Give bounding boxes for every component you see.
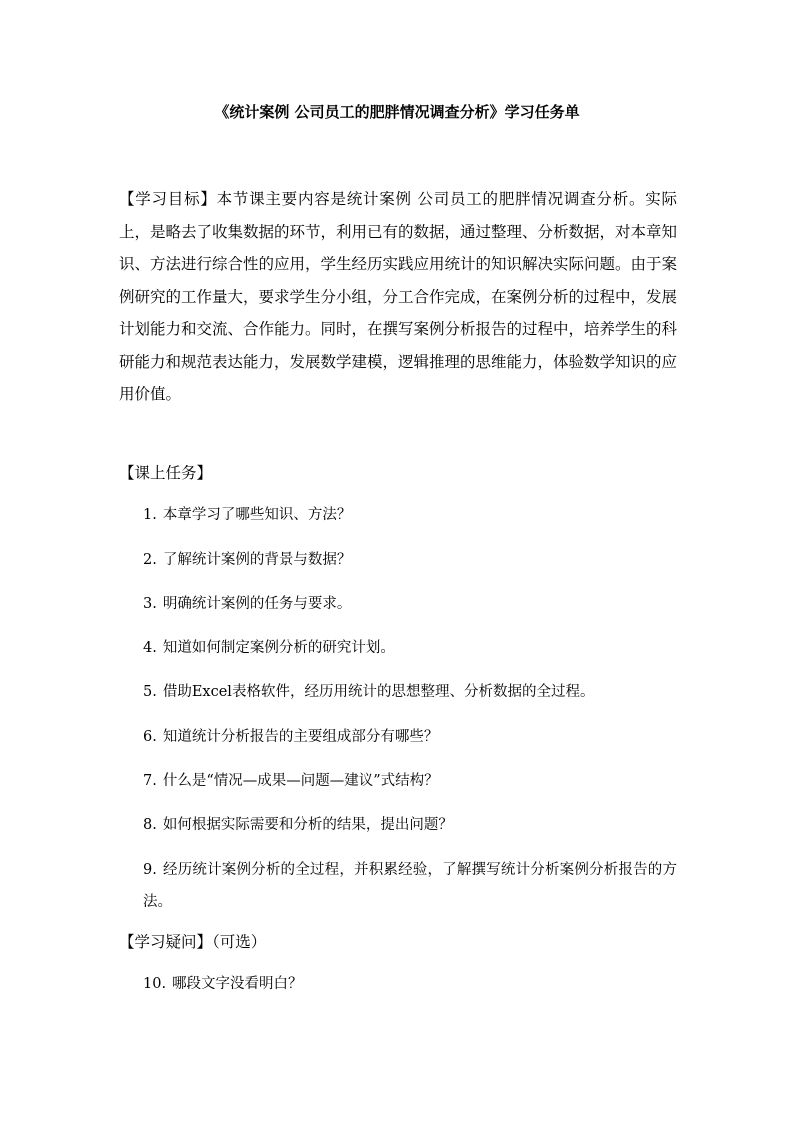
class-tasks-heading: 【课上任务】 — [119, 464, 213, 482]
task-number: 1. — [143, 507, 157, 523]
document-title: 《统计案例 公司员工的肥胖情况调查分析》学习任务单 — [214, 103, 580, 121]
task-item-8 — [143, 809, 677, 841]
learning-objective-paragraph — [119, 183, 677, 411]
task-text: 知道如何制定案例分析的研究计划。 — [162, 640, 395, 656]
question-text: 哪段文字没看明白？ — [172, 976, 303, 992]
task-item-6 — [143, 721, 677, 753]
task-text: 经历统计案例分析的全过程，并积累经验，了解撰写统计分析案例分析报告的方法。 — [143, 862, 677, 910]
task-text: 了解统计案例的背景与数据？ — [162, 552, 352, 568]
learning-objective-text: 本节课主要内容是统计案例 公司员工的肥胖情况调查分析。实际上，是略去了收集数据的环节，利用已有的数据，通过整理、分析数据，对本章知识、方法进行综合性的应用，学生经历实践应用统计的知识解决实际问题。由于案例研究的工作量大，要求学生分小组，分工合作完成，在案例分析的过程中，发展计划能力和交流、合作能力。同时，在撰写案例分析报告的过程中，培养学生的科研能力和规范表达能力，发展数学建模，逻辑推理的思维能力，体验数学知识的应用价值。 — [119, 190, 678, 403]
task-number: 3. — [143, 596, 157, 612]
learning-questions-label: 【学习疑问】 — [119, 933, 213, 951]
learning-questions-heading — [119, 930, 266, 954]
task-item-3 — [143, 588, 677, 620]
task-number: 9. — [143, 862, 157, 878]
task-number: 8. — [143, 817, 157, 833]
task-text: 明确统计案例的任务与要求。 — [162, 596, 352, 612]
task-item-4 — [143, 632, 677, 664]
task-number: 2. — [143, 552, 157, 568]
task-item-7 — [143, 765, 677, 797]
question-number: 10. — [143, 976, 167, 992]
task-number: 7. — [143, 773, 157, 789]
task-item-1 — [143, 499, 677, 531]
task-number: 6. — [143, 729, 157, 745]
task-item-9 — [143, 854, 677, 918]
learning-objective-label: 【学习目标】 — [119, 190, 217, 208]
task-text: 什么是“情况—成果—问题—建议”式结构？ — [162, 773, 439, 789]
task-text: 本章学习了哪些知识、方法？ — [162, 507, 352, 523]
task-text: 借助Excel表格软件，经历用统计的思想整理、分析数据的全过程。 — [162, 684, 595, 700]
task-text: 如何根据实际需要和分析的结果，提出问题？ — [162, 817, 453, 833]
task-number: 4. — [143, 640, 157, 656]
task-text: 知道统计分析报告的主要组成部分有哪些？ — [162, 729, 439, 745]
learning-questions-note: （可选） — [212, 933, 267, 951]
task-number: 5. — [143, 684, 157, 700]
task-item-2 — [143, 544, 677, 576]
task-item-5 — [143, 676, 677, 708]
question-item-10 — [143, 968, 677, 1000]
